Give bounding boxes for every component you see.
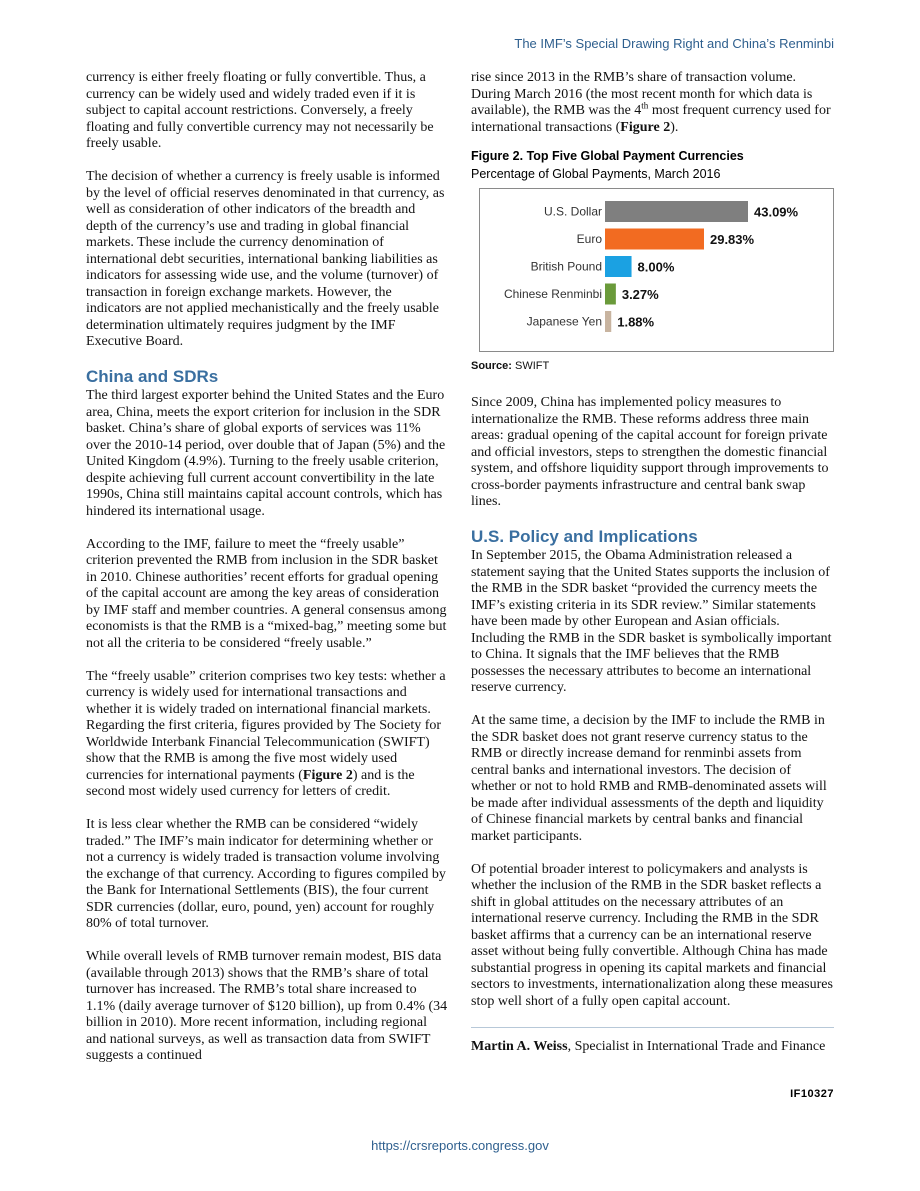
category-label: British Pound bbox=[530, 259, 602, 274]
paragraph bbox=[86, 669, 448, 801]
source-text: SWIFT bbox=[511, 360, 550, 372]
data-label: 29.83% bbox=[709, 232, 755, 247]
paragraph: According to the IMF, failure to meet the “freely usable” criterion prevented the RMB from inclusion in the SDR basket in 2010. Chinese authorities’ recent efforts for gradual opening of the capital account are among the key areas of consideration by IMF staff and member countries. A general consensus among economists is that the RMB is a “mixed-bag,” meeting some but not all the criteria to be considered “freely usable.” bbox=[86, 536, 447, 651]
running-header: The IMF’s Special Drawing Right and China’s Renminbi bbox=[514, 36, 834, 51]
author-line bbox=[471, 1039, 834, 1056]
paragraph: The decision of whether a currency is freely usable is informed by the level of official reserves denominated in that currency, as well as consideration of other indicators of the breadth and depth of the currency’s use and trading in global financial markets. These include the currency denomination of international debt securities, international banking liabilities as indicators for assessing wide use, and the volume (turnover) of transaction in foreign exchange markets. However, the indicators are not applied mechanistically and the freely usable determination ultimately requires judgment by the IMF Executive Board. bbox=[86, 169, 445, 349]
chart-frame bbox=[479, 188, 834, 352]
data-label: 3.27% bbox=[621, 287, 659, 302]
paragraph: At the same time, a decision by the IMF to include the RMB in the SDR basket does not grant reserve currency status to the RMB or directly increase demand for renminbi assets from central banks and international investors. The decision of whether or not to hold RMB and RMB-denominated assets will be made after individual assessments of the depth and liquidity of Chinese financial markets by central banks and financial market participants. bbox=[471, 713, 827, 844]
figure-title: Figure 2. Top Five Global Payment Currencies bbox=[471, 149, 744, 163]
footer-link[interactable]: https://crsreports.congress.gov bbox=[371, 1138, 549, 1153]
paragraph: Of potential broader interest to policymakers and analysts is whether the inclusion of the RMB in the SDR basket reflects a shift in global attitudes on the necessary attributes of an international reserve currency. Including the RMB in the SDR basket affirms that a currency can be an international reserve asset without being fully convertible. Although China has made substantial progress in opening its capital markets and financial sectors to investments, internationalization along these measures stop well short of a fully open capital account. bbox=[471, 861, 833, 1009]
text: ) and is the second most widely used currency for letters of credit. bbox=[86, 767, 415, 799]
text: most frequent currency used for international transactions ( bbox=[471, 103, 831, 135]
figure-subtitle: Percentage of Global Payments, March 2016 bbox=[471, 167, 721, 181]
category-label: U.S. Dollar bbox=[543, 204, 602, 219]
text: rise since 2013 in the RMB’s share of transaction volume. During March 2016 (the most recent month for which data is available), the RMB was the 4 bbox=[471, 70, 813, 118]
paragraph: It is less clear whether the RMB can be considered “widely traded.” The IMF’s main indicator for determining whether or not a currency is widely traded is transaction volume involving the exchange of that currency. According to figures compiled by the Bank for International Settlements (BIS), the four current SDR currencies (dollar, euro, pound, yen) account for roughly 80% of total turnover. bbox=[86, 817, 446, 931]
figure-reference: Figure 2 bbox=[302, 767, 353, 783]
divider bbox=[471, 1027, 834, 1028]
figure-source bbox=[471, 360, 834, 373]
category-label: Euro bbox=[576, 232, 602, 246]
data-label: 8.00% bbox=[637, 259, 675, 275]
paragraph: The third largest exporter behind the United States and the Euro area, China, meets the export criterion for inclusion in the SDR basket. China’s share of global exports of services was 11% over the 2010-14 period, over double that of Japan (5%) and the United Kingdom (4.9%). Turning to the freely usable criterion, despite achieving full current account convertibility in the late 1990s, China still maintains capital account controls, which has hindered its international usage. bbox=[86, 388, 446, 519]
category-label: Chinese Renminbi bbox=[503, 287, 602, 301]
section-heading-china-sdrs: China and SDRs bbox=[86, 367, 219, 386]
text: ). bbox=[670, 119, 679, 135]
section-heading-us-policy: U.S. Policy and Implications bbox=[471, 527, 698, 546]
bar-chart bbox=[480, 189, 833, 351]
paragraph: Since 2009, China has implemented policy measures to internationalize the RMB. These reforms address three main areas: gradual opening of the capital account for foreign private and official investors, steps to strengthen the domestic financial system, and offshore liquidity support through improvements to cross-border payments infrastructure and central bank swap lines. bbox=[471, 395, 829, 509]
paragraph: currency is either freely floating or fully convertible. Thus, a currency can be widely used and widely traded even if it is subject to capital account restrictions. Conversely, a freely floating and fully convertible currency may not necessarily be freely usable. bbox=[86, 70, 434, 151]
bar bbox=[605, 201, 748, 222]
paragraph: While overall levels of RMB turnover remain modest, BIS data (available through 2013) shows that the RMB’s share of total turnover has increased. The RMB’s total share increased to 1.1% (daily average turnover of $120 billion), up from 0.4% (34 billion in 2010). More recent information, including regional and national surveys, as well as transaction data from SWIFT suggests a continued bbox=[86, 949, 448, 1063]
author-name: Martin A. Weiss bbox=[471, 1038, 568, 1054]
bar bbox=[605, 229, 704, 250]
paragraph: In September 2015, the Obama Administration released a statement saying that the United States supports the inclusion of the RMB in the SDR basket “provided the currency meets the IMF’s existing criteria in its SDR review.” Similar statements have been made by other European and Asian officials. Including the RMB in the SDR basket is symbolically important to China. It signals that the IMF believes that the RMB possesses the necessary attributes to become an international reserve currency. bbox=[471, 548, 832, 695]
bar bbox=[605, 284, 616, 305]
right-column bbox=[471, 70, 834, 1072]
category-label: Japanese Yen bbox=[526, 314, 602, 329]
superscript: th bbox=[641, 100, 649, 111]
left-column bbox=[86, 70, 448, 1081]
figure-reference: Figure 2 bbox=[620, 119, 671, 135]
data-label: 43.09% bbox=[754, 204, 799, 220]
bar bbox=[605, 256, 632, 277]
text: The “freely usable” criterion comprises two key tests: whether a currency is widely used for international transactions and whether it is widely traded on international financial markets. Regarding the first criteria, figures provided by The Society for Worldwide Interbank Financial Telecommunication (SWIFT) show that the RMB is among the five most widely used currencies for international payments ( bbox=[86, 668, 446, 783]
data-label: 1.88% bbox=[617, 314, 655, 330]
document-id: IF10327 bbox=[790, 1088, 834, 1100]
bar bbox=[605, 311, 611, 332]
paragraph bbox=[471, 70, 834, 136]
source-label: Source: bbox=[471, 360, 512, 372]
author-title: , Specialist in International Trade and Finance bbox=[567, 1038, 826, 1054]
